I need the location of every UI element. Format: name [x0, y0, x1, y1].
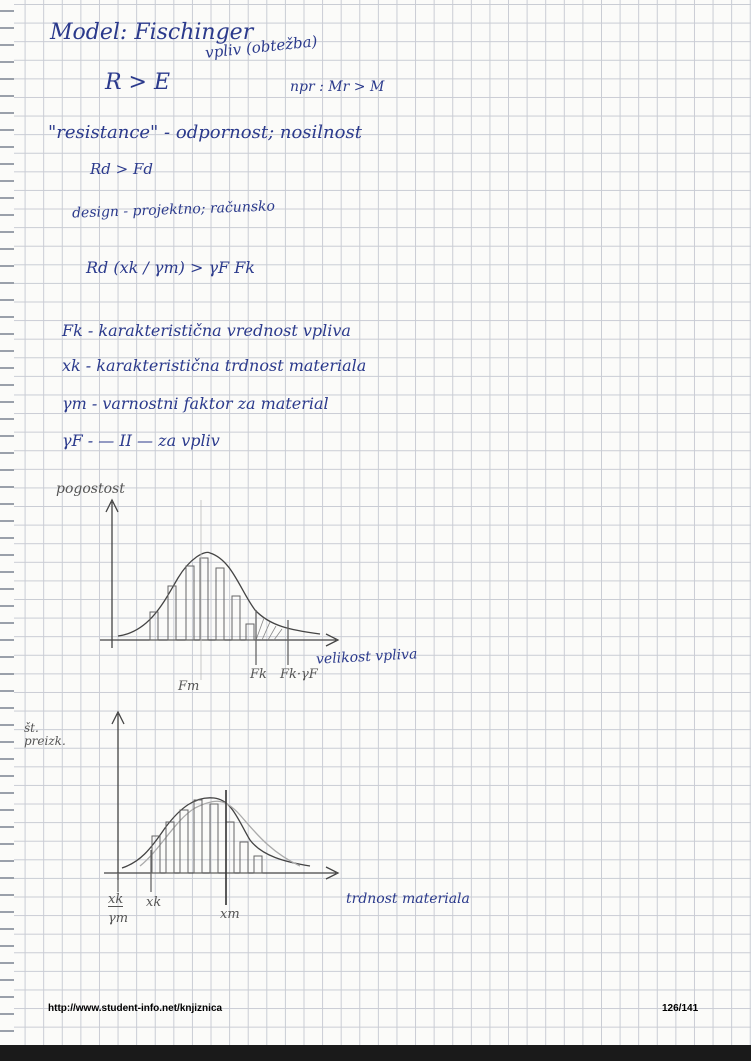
graph2-curve-2	[140, 801, 300, 866]
graph2-curve	[122, 798, 310, 868]
graph1-ylabel: pogostost	[56, 481, 125, 497]
graph1-mark-fkgf: Fk·γF	[280, 667, 318, 682]
def-gf: γF - — II — za vpliv	[62, 431, 220, 450]
design-text: design - projektno; računsko	[71, 198, 276, 222]
graph1-curve	[118, 552, 320, 636]
footer-page-number: 126/141	[662, 1003, 699, 1014]
graph2-xlabel: trdnost materiala	[346, 891, 470, 907]
graph1-mark-fk: Fk	[250, 667, 267, 682]
graph2	[104, 712, 338, 905]
example-text: npr : Mr > M	[290, 79, 385, 95]
graph2-ylabel: št. preizk.	[24, 721, 66, 749]
def-gm: γm - varnostni faktor za material	[62, 394, 329, 413]
graph1	[100, 500, 338, 680]
r-gt-e: R > E	[105, 70, 171, 95]
graph2-mark-xk: xk	[146, 895, 162, 910]
graph1-mark-fm: Fm	[178, 679, 200, 694]
def-fk: Fk - karakteristična vrednost vpliva	[62, 321, 351, 340]
graph2-mark-xk-gm-bottom: γm	[108, 911, 129, 926]
footer-url[interactable]: http://www.student-info.net/knjiznica	[48, 1003, 223, 1014]
heading-text: Model: Fischinger	[50, 20, 254, 45]
graph1-xlabel: velikost vpliva	[315, 646, 418, 668]
graph2-mark-xm: xm	[220, 907, 240, 922]
rd-fd-text: Rd > Fd	[90, 160, 154, 178]
formula-text: Rd (xk / γm) > γF Fk	[86, 258, 255, 277]
def-xk: xk - karakteristična trdnost materiala	[62, 356, 367, 375]
resistance-text: "resistance" - odpornost; nosilnost	[48, 122, 362, 143]
influence-note: vpliv (obtežba)	[204, 32, 319, 62]
graph2-mark-xk-gm-top: xk	[108, 892, 124, 907]
graph2-bars	[152, 800, 262, 873]
